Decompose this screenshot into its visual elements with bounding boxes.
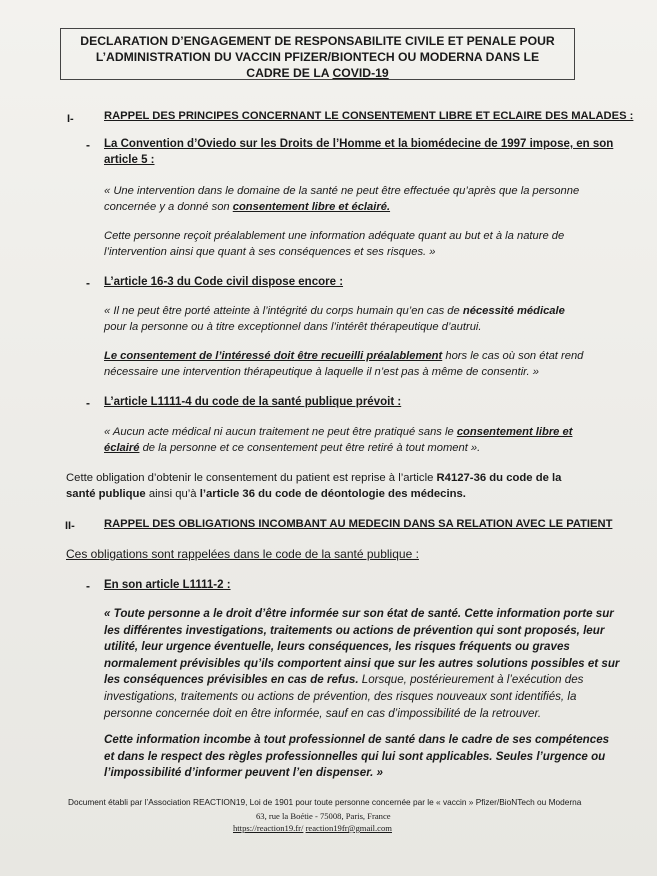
title-line-1: DECLARATION D’ENGAGEMENT DE RESPONSABILITE CIVILE ET PENALE POUR xyxy=(80,34,555,48)
bullet-dash-3: - xyxy=(86,396,90,410)
csp-l1111-4-quote-line-2 xyxy=(104,440,480,456)
website-link[interactable]: https://reaction19.fr/ xyxy=(233,823,304,833)
oviedo-quote-line-1: « Une intervention dans le domaine de la santé ne peut être effectuée qu’après que la personne xyxy=(104,185,580,197)
necessite-medicale: nécessité médicale xyxy=(462,305,565,317)
obligation-line-2-text: ainsi qu’à xyxy=(145,488,200,500)
obligation-line-1-text: Cette obligation d’obtenir le consentement du patient est reprise à l’article xyxy=(66,472,437,484)
l1111-2-p2-line-1: Cette information incombe à tout professionnel de santé dans le cadre de ses compétences xyxy=(104,733,610,747)
section-1-number: I- xyxy=(67,113,74,125)
l1111-2-p2-line-3: l’impossibilité d’informer peuvent l’en dispenser. » xyxy=(104,766,383,780)
l1111-2-line-2: les différentes investigations, traitements ou actions de prévention qui sont proposés, leur xyxy=(104,623,605,637)
csp-l1111-4-heading: L’article L1111-4 du code de la santé publique prévoit : xyxy=(104,396,402,408)
l1111-2-line-4: normalement prévisibles qu’ils comportent ainsi que sur les autres solutions possibles et sur xyxy=(104,656,620,670)
consentement-libre-eclaire-1: consentement libre et éclairé. xyxy=(232,201,391,213)
bullet-dash-1: - xyxy=(86,138,90,152)
consentement-prealable: Le consentement de l’intéressé doit être recueilli préalablement xyxy=(104,350,443,362)
code-civil-heading: L’article 16-3 du Code civil dispose encore : xyxy=(104,276,344,288)
section-2-number: II- xyxy=(65,520,75,532)
footer-links xyxy=(233,823,392,833)
oviedo-heading-line-2: article 5 : xyxy=(104,154,155,166)
bullet-dash-2: - xyxy=(86,276,90,290)
code-civil-quote-line-1-text: « Il ne peut être porté atteinte à l’intégrité du corps humain qu’en cas de xyxy=(104,305,463,317)
l1111-2-line-3: utilité, leur urgence éventuelle, leurs conséquences, les risques fréquents ou graves xyxy=(104,640,570,654)
l1111-2-line-7: personne concernée doit en être informée, sauf en cas d’impossibilité de la retrouver. xyxy=(104,706,542,720)
oviedo-quote-line-2-text: concernée y a donné son xyxy=(104,201,233,213)
email-link[interactable]: reaction19fr@gmail.com xyxy=(305,823,392,833)
oviedo-info-line-1: Cette personne reçoit préalablement une information adéquate quant au but et à la nature de xyxy=(104,230,565,242)
obligation-line-2 xyxy=(66,486,466,502)
l1111-2-line-1: « Toute personne a le droit d’être informée sur son état de santé. Cette information porte sur xyxy=(104,607,614,620)
l1111-2-line-5 xyxy=(104,672,584,689)
title-line-3-text: CADRE DE LA xyxy=(246,66,333,80)
section-2-intro: Ces obligations sont rappelées dans le code de la santé publique : xyxy=(66,547,419,561)
csp-l1111-4-quote-line-1 xyxy=(104,424,572,440)
section-2-title: RAPPEL DES OBLIGATIONS INCOMBANT AU MEDECIN DANS SA RELATION AVEC LE PATIENT xyxy=(104,518,613,530)
code-civil-consent-line-1 xyxy=(104,348,583,364)
code-civil-consent-line-2: nécessaire une intervention thérapeutique à laquelle il n’est pas à même de consentir. » xyxy=(104,366,539,378)
bullet-dash-4: - xyxy=(86,579,90,593)
l1111-2-p2-line-2: et dans le respect des règles professionnelles qui lui sont applicables. Seules l’urgence ou xyxy=(104,749,606,763)
l1111-2-line-5-normal: Lorsque, postérieurement à l’exécution des xyxy=(358,673,584,687)
eclaire-word: éclairé xyxy=(104,442,140,454)
document-title-box xyxy=(60,28,575,80)
footer-address: 63, rue la Boétie - 75008, Paris, France xyxy=(256,811,391,821)
l1111-2-line-6: investigations, traitements ou actions de prévention, des risques nouveaux sont identifiés, la xyxy=(104,689,577,703)
csp-l1111-4-quote-line-1-text: « Aucun acte médical ni aucun traitement ne peut être pratiqué sans le xyxy=(104,426,457,438)
title-line-3 xyxy=(67,65,568,81)
r4127-36-ref: R4127-36 du code de la xyxy=(436,472,562,484)
code-civil-quote-line-1 xyxy=(104,303,565,319)
article-36-ref: l’article 36 du code de déontologie des médecins. xyxy=(199,488,466,500)
consentement-libre-eclaire-2: consentement libre et xyxy=(456,426,573,438)
csp-l1111-4-quote-line-2-text: de la personne et ce consentement peut être retiré à tout moment ». xyxy=(139,442,481,454)
oviedo-info-line-2: l’intervention ainsi que quant à ses conséquences et ses risques. » xyxy=(104,246,436,258)
obligation-line-1 xyxy=(66,470,561,486)
section-1-title: RAPPEL DES PRINCIPES CONCERNANT LE CONSENTEMENT LIBRE ET ECLAIRE DES MALADES : xyxy=(104,110,634,122)
oviedo-quote-line-2 xyxy=(104,199,390,215)
footer-line-1: Document établi par l’Association REACTION19, Loi de 1901 pour toute personne concernée par le « vaccin » Pfizer/BioNTech ou Moderna xyxy=(68,797,582,807)
code-civil-quote-line-2: pour la personne ou à titre exceptionnel dans l’intérêt thérapeutique d’autrui. xyxy=(104,321,482,333)
oviedo-heading-line-1: La Convention d’Oviedo sur les Droits de l’Homme et la biomédecine de 1997 impose, en son xyxy=(104,138,614,150)
title-covid-label: COVID-19 xyxy=(332,66,389,80)
sante-publique-ref: santé publique xyxy=(66,488,146,500)
code-civil-consent-line-1-text: hors le cas où son état rend xyxy=(442,350,584,362)
l1111-2-heading: En son article L1111-2 : xyxy=(104,579,231,591)
l1111-2-line-5-bold: les conséquences prévisibles en cas de refus. xyxy=(104,673,359,687)
title-line-2: L’ADMINISTRATION DU VACCIN PFIZER/BIONTECH OU MODERNA DANS LE xyxy=(95,50,540,64)
l1111-2-quote-block xyxy=(104,606,620,782)
